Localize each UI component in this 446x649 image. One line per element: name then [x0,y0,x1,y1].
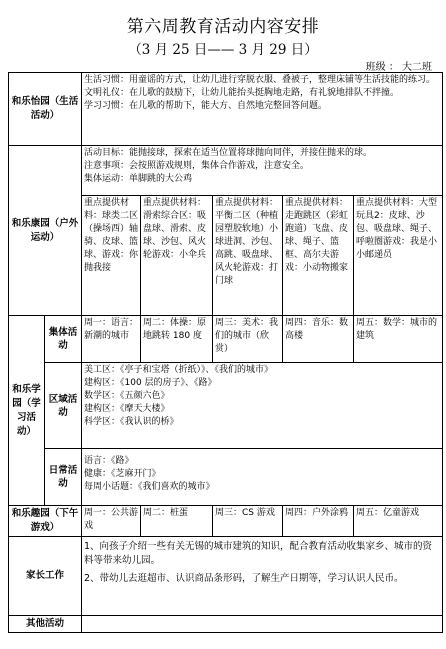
daily-activity-row [9,449,443,506]
parents-content [82,537,443,616]
other-label: 其他活动 [9,616,82,633]
game-cell: 周一：公共游戏 [82,506,141,537]
group-activity-row [9,316,443,363]
focus-text: 重点提供材料：球类二区（操场西）轴骑、皮球、篮球、游戏：你抛我接 [84,198,139,273]
life-row [9,73,443,146]
zone-activity-content [82,363,443,449]
other-row [9,616,443,633]
game-cell: 周四：户外涂鸦 [283,506,354,537]
page-title: 第六周教育活动内容安排 [126,17,320,37]
focus-text: 重点提供材料：滑索综合区：吸盘球、滑索、皮球、沙包、风火轮游戏：小伞兵 [143,198,207,260]
daily-line: 每周小话题：《我们喜欢的城市》 [84,482,215,492]
zone-line: 建构区：《摩天大楼》 [84,404,170,414]
life-line: 文明礼仪：在儿歌的鼓励下，让幼儿能抬头挺胸地走路，有礼貌地排队不拌撞。 [84,88,400,98]
parents-label: 家长工作 [9,537,82,616]
date-range: （3 月 25 日—— 3 月 29 日） [128,42,318,58]
focus-text: 重点提供材料：走跑跳区（彩虹跑道）飞盘、皮球、绳子、篮框、高尔夫游戏：小动物搬家 [285,198,349,273]
daily-activity-content [82,449,443,506]
group-activity-cell: 周四：音乐：数高楼 [283,316,354,363]
parents-line: 1、向孩子介绍一些有关无锡的城市建筑的知识，配合教育活动收集家乡、城市的资料等带来幼儿园。 [84,541,433,566]
game-cell: 周二：桩蛋 [141,506,213,537]
games-label: 和乐趣园（下午游戏） [9,506,82,537]
outdoor-focus-cell [82,196,141,316]
study-label: 和乐学园（学习活动） [9,316,45,506]
outdoor-label: 和乐康园（户外运动） [9,146,82,316]
focus-text: 重点提供材料：平衡二区（种植园塑胶软地）小球进洞、沙包、高跳、吸盘球、风火轮游戏：打门球 [215,198,279,286]
outdoor-row [9,146,443,196]
daily-activity-label: 日常活动 [45,449,82,506]
outdoor-line: 注意事项：会按照游戏规则，集体合作游戏，注意安全。 [84,161,310,171]
zone-line: 美工区：《亭子和宝塔（折纸）》、《我们的城市》 [84,365,274,375]
life-line: 生活习惯：用童谣的方式，让幼儿进行穿脱衣服、叠被子，整理床铺等生活技能的练习。 [84,75,436,85]
zone-line: 数学区：《五颜六色》 [84,391,170,401]
daily-line: 健康：《芝麻开门》 [84,469,161,479]
daily-line: 语言：《路》 [84,456,134,466]
outdoor-focus-cell [354,196,443,316]
outdoor-focus-cell [213,196,283,316]
group-activity-label: 集体活动 [45,316,82,363]
zone-line: 建构区：《100 层的房子》、《路》 [84,378,217,388]
zone-activity-row [9,363,443,449]
zone-line: 科学区：《我认识的桥》 [84,417,179,427]
zone-activity-label: 区域活动 [45,363,82,449]
parents-row [9,537,443,616]
life-label: 和乐怡园（生活活动） [9,73,82,146]
parents-line: 2、带幼儿去逛超市、认识商品条形码，了解生产日期等，学习认识人民币。 [84,573,404,584]
schedule-table [8,72,443,633]
games-row [9,506,443,537]
group-activity-cell: 周一：语言：新潮的城市 [82,316,141,363]
outdoor-content [82,146,443,196]
game-cell: 周五：亿童游戏 [354,506,443,537]
outdoor-focus-cell [141,196,213,316]
outdoor-focus-cell [283,196,354,316]
life-line: 学习习惯：在儿歌的帮助下，能大方、自然地完整回答问题。 [84,101,328,111]
group-activity-cell: 周三：美术：我们的城市（欣赏） [213,316,283,363]
group-activity-cell: 周五：数学：城市的建筑 [354,316,443,363]
group-activity-cell: 周二：体操：原地跳转 180 度 [141,316,213,363]
life-content [82,73,443,146]
game-cell: 周三：CS 游戏 [213,506,283,537]
focus-text: 重点提供材料：大型玩具2：皮球、沙包、吸盘球、绳子、呼啦圈游戏：我是小小邮递员 [356,198,438,260]
other-content [82,616,443,633]
outdoor-line: 集体运动：单脚跳的大公鸡 [84,174,193,184]
outdoor-line: 活动目标：能抛接球，探索在适当位置将球抛向同伴，并接住抛来的球。 [84,148,373,158]
class-label: 班级 ： 大二班 [365,62,432,73]
